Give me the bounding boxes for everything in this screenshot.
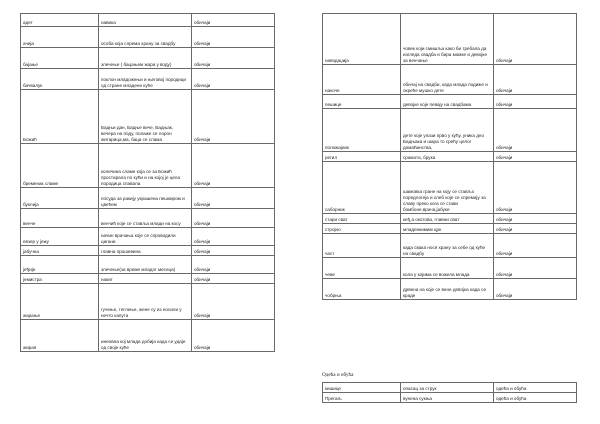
term-cell: бременак сламе — [21, 144, 99, 188]
table-row — [21, 48, 275, 69]
meaning-cell: гучење, теглење, жене су из носили у нечто капута — [99, 284, 192, 320]
term-cell: ачија — [21, 27, 99, 48]
term-cell: бајање — [21, 48, 99, 69]
term-cell: част — [323, 234, 401, 258]
category-cell: обичаји — [192, 48, 275, 69]
table-row — [323, 224, 577, 234]
meaning-cell: дете које улази прво у кућу, уника дно Бадњака и шара то срећу целог домаћинства, — [401, 109, 494, 152]
meaning-cell: Бадњи дан, Бадње вече, Бадњак, вечера на поду, полаже се лорон житарица,ма, баца се слама — [99, 90, 192, 144]
table-row — [323, 152, 577, 162]
table-row — [21, 228, 275, 246]
term-cell: накоче — [323, 65, 401, 95]
category-cell: обичаји — [494, 65, 577, 95]
meaning-cell: начин врачања које се спроводили цигани — [99, 228, 192, 246]
category-cell: обичаји — [494, 279, 577, 300]
section-heading-clothing: Одећа и обућа — [322, 372, 354, 378]
table-row — [21, 188, 275, 209]
table-row — [21, 256, 275, 274]
category-cell: обичаји — [192, 27, 275, 48]
term-cell: наводаџија — [323, 14, 401, 65]
table-row — [323, 14, 577, 65]
category-cell: обичаји — [192, 69, 275, 90]
term-cell: жарање — [21, 284, 99, 320]
table-row — [21, 90, 275, 144]
term-cell: евзер у јежу — [21, 228, 99, 246]
meaning-cell: инеовна кој млада добија када се удаје од своје куће — [99, 320, 192, 352]
meaning-cell: девојке које певају на свадбама — [401, 95, 494, 109]
term-cell: положајник — [323, 109, 401, 152]
table-row — [21, 320, 275, 352]
meaning-cell: кола у којима се вожела млада — [401, 258, 494, 279]
meaning-cell: венчић које се ставља млади на косу — [99, 209, 192, 228]
category-cell: обичаји — [494, 14, 577, 65]
term-cell: јеђије — [21, 256, 99, 274]
meaning-cell: срамота, брука — [401, 152, 494, 162]
category-cell: обичаји — [192, 209, 275, 228]
category-cell: обичаји — [494, 234, 577, 258]
table-row — [323, 393, 577, 403]
term-cell: Прегаљ — [323, 393, 401, 403]
meaning-cell: особа која спрема храну за свадбу — [99, 27, 192, 48]
table-row — [21, 246, 275, 256]
term-cell: венче — [21, 209, 99, 228]
category-cell: обичаји — [192, 256, 275, 274]
table-row — [323, 65, 577, 95]
category-cell: обичаји — [494, 258, 577, 279]
table-row — [323, 279, 577, 300]
meaning-cell: главна прошевина — [99, 246, 192, 256]
table-row — [323, 109, 577, 152]
term-cell: стари сват — [323, 214, 401, 224]
meaning-cell: обичај на свадби, када млада подиже и окреће мушко дете — [401, 65, 494, 95]
term-cell: јемистра — [21, 274, 99, 284]
glossary-table-right — [322, 13, 577, 300]
category-cell: обичаји — [494, 95, 577, 109]
meaning-cell: човек који смишља како би требала да изгледа свадба и бира момке и девојке за венчање — [401, 14, 494, 65]
table-row — [21, 209, 275, 228]
meaning-cell: количина сламе која се за Божић простирала по кући и на којој је цела породица спавала — [99, 144, 192, 188]
glossary-table-left — [20, 13, 275, 352]
category-cell: обичаји — [494, 152, 577, 162]
term-cell: бачвалук — [21, 69, 99, 90]
term-cell: жирая — [21, 320, 99, 352]
term-cell: саборник — [323, 162, 401, 214]
category-cell: обичаји — [494, 162, 577, 214]
table-row — [21, 144, 275, 188]
meaning-cell: младенкимим црк — [401, 224, 494, 234]
table-row — [323, 234, 577, 258]
table-row — [323, 162, 577, 214]
meaning-cell: када свака нося храну за себе од куће на свадбу — [401, 234, 494, 258]
meaning-cell: злечење ( бацањем жара у воду) — [99, 48, 192, 69]
meaning-cell: навика — [99, 14, 192, 27]
category-cell: обичаји — [192, 246, 275, 256]
category-cell: обичаји — [192, 320, 275, 352]
category-cell: обичаји — [494, 109, 577, 152]
term-cell: чеве — [323, 258, 401, 279]
table-row — [323, 95, 577, 109]
term-cell: Божић — [21, 90, 99, 144]
table-row — [323, 258, 577, 279]
category-cell: обичаји — [192, 14, 275, 27]
term-cell: стројно — [323, 224, 401, 234]
meaning-cell: дрвена на које се вене девојка када се краде — [401, 279, 494, 300]
category-cell: обичаји — [192, 228, 275, 246]
category-cell: одећа и обућа — [494, 383, 577, 393]
meaning-cell: посуда за ракију украшена пешкиром и цвећем — [99, 188, 192, 209]
term-cell: пешице — [323, 95, 401, 109]
term-cell: адет — [21, 14, 99, 27]
table-row — [21, 14, 275, 27]
table-row — [323, 383, 577, 393]
category-cell: обичаји — [494, 224, 577, 234]
category-cell: обичаји — [192, 274, 275, 284]
term-cell: кишице — [323, 383, 401, 393]
meaning-cell: поклон младожењи и његовој породици од стране младене куће — [99, 69, 192, 90]
category-cell: обичаји — [494, 214, 577, 224]
table-row — [323, 214, 577, 224]
meaning-cell: кеђ,а окотова, главни сват — [401, 214, 494, 224]
category-cell: одећа и обућа — [494, 393, 577, 403]
term-cell: буклија — [21, 188, 99, 209]
meaning-cell: шамовка гране на коју се стављх поредлогеја и хлеб које се спремају за славу преко кога се стави бомбоне,врача,јабуке — [401, 162, 494, 214]
table-row — [21, 274, 275, 284]
meaning-cell: опасац за струк — [401, 383, 494, 393]
table-row — [21, 69, 275, 90]
meaning-cell: злечење(за време младог месеца) — [99, 256, 192, 274]
table-row — [21, 284, 275, 320]
table-row — [21, 27, 275, 48]
glossary-table-clothing — [322, 382, 577, 403]
category-cell: обичаји — [192, 90, 275, 144]
category-cell: обичаји — [192, 188, 275, 209]
meaning-cell: накит — [99, 274, 192, 284]
category-cell: обичаји — [192, 284, 275, 320]
term-cell: чобрња — [323, 279, 401, 300]
category-cell: обичаји — [192, 144, 275, 188]
meaning-cell: вунена сукња — [401, 393, 494, 403]
term-cell: јабучна — [21, 246, 99, 256]
term-cell: регил — [323, 152, 401, 162]
